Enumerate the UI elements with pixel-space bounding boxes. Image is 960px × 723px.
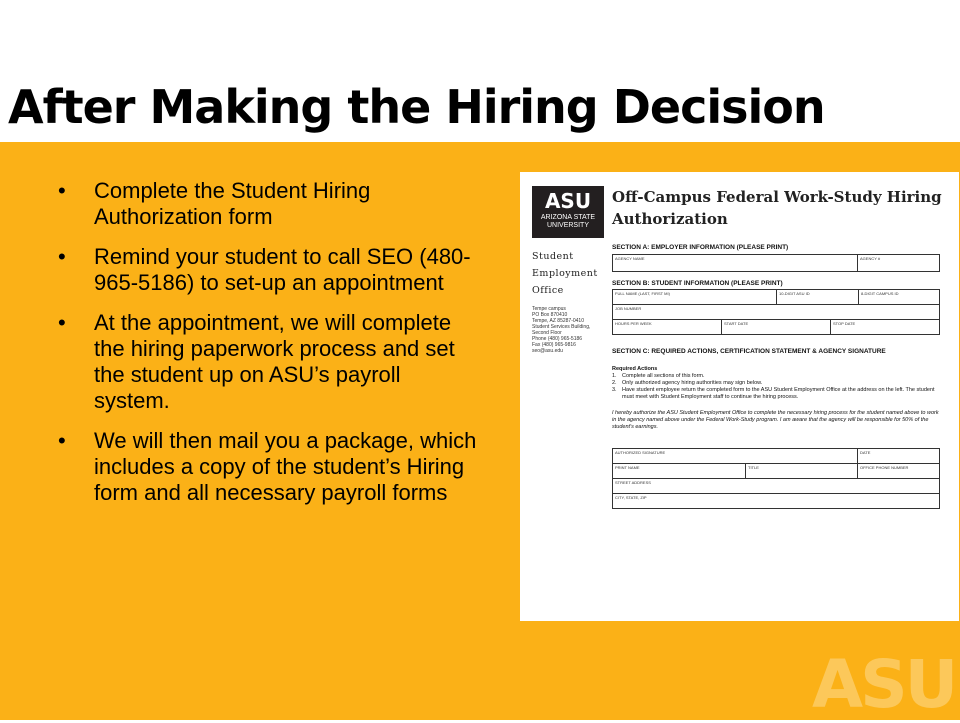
print-name-field: PRINT NAME bbox=[613, 464, 746, 478]
agency-name-field: AGENCY NAME bbox=[613, 255, 858, 271]
logo-name: ARIZONA STATE UNIVERSITY bbox=[540, 214, 596, 229]
certification-statement: I hereby authorize the ASU Student Employment Office to complete the necessary hiring process for the student named above to work in the agency named above under the Federal Work-Study program. I am aware that the agency will be responsible for 50% of the student's earnings. bbox=[612, 410, 939, 430]
section-b-row-1 bbox=[612, 289, 940, 305]
start-date-field: START DATE bbox=[722, 320, 831, 334]
signature-field: AUTHORIZED SIGNATURE bbox=[613, 449, 858, 463]
office-phone-field: OFFICE PHONE NUMBER bbox=[860, 465, 909, 470]
asu-logo bbox=[532, 186, 604, 238]
section-a-heading: SECTION A: EMPLOYER INFORMATION (PLEASE PRINT) bbox=[612, 244, 789, 251]
required-actions-title: Required Actions bbox=[612, 366, 658, 372]
city-row bbox=[612, 493, 940, 509]
street-address-field: STREET ADDRESS bbox=[615, 480, 651, 485]
required-item: 1. Complete all sections of this form. bbox=[612, 373, 705, 379]
section-a-row bbox=[612, 254, 940, 272]
job-number-field: JOB NUMBER bbox=[615, 306, 642, 311]
bullet-item: • We will then mail you a package, which includes a copy of the student’s Hiring form and all necessary payroll forms bbox=[58, 428, 478, 506]
agency-number-field: AGENCY # bbox=[860, 256, 881, 261]
required-item: 2. Only authorized agency hiring authorities may sign below. bbox=[612, 380, 763, 386]
bullet-item: • At the appointment, we will complete the hiring paperwork process and set the student up on ASU’s payroll system. bbox=[58, 310, 478, 414]
section-b-row-2 bbox=[612, 304, 940, 320]
required-actions bbox=[612, 366, 942, 401]
date-field: DATE bbox=[860, 450, 871, 455]
bullet-list bbox=[58, 178, 478, 520]
signature-row bbox=[612, 448, 940, 464]
bullet-item: • Complete the Student Hiring Authorization form bbox=[58, 178, 478, 230]
bullet-item: • Remind your student to call SEO (480-965-5186) to set-up an appointment bbox=[58, 244, 478, 296]
section-c-heading: SECTION C: REQUIRED ACTIONS, CERTIFICATION STATEMENT & AGENCY SIGNATURE bbox=[612, 348, 886, 355]
address-row bbox=[612, 478, 940, 494]
stop-date-field: STOP DATE bbox=[833, 321, 856, 326]
name-row bbox=[612, 463, 940, 479]
city-state-zip-field: CITY, STATE, ZIP bbox=[615, 495, 647, 500]
hiring-form-image bbox=[520, 172, 959, 621]
required-item: 3. Have student employee return the completed form to the ASU Student Employment Office at the address on the left. The student must meet with Student Employment staff to continue the hiring process. bbox=[612, 387, 935, 400]
title-field: TITLE bbox=[746, 464, 858, 478]
logo-mark: ASU bbox=[544, 189, 592, 213]
form-title: Off-Campus Federal Work-Study Hiring Authorization bbox=[612, 188, 942, 228]
campus-id-field: 8-DIGIT CAMPUS ID bbox=[861, 291, 899, 296]
slide-title: After Making the Hiring Decision bbox=[8, 80, 825, 134]
hours-per-week-field: HOURS PER WEEK bbox=[613, 320, 722, 334]
asu-id-field: 10-DIGIT ASU ID bbox=[777, 290, 859, 304]
section-b-heading: SECTION B: STUDENT INFORMATION (PLEASE PRINT) bbox=[612, 280, 783, 287]
office-name: Student Employment Office bbox=[532, 251, 598, 296]
office-info: Tempe campus PO Box 870410 Tempe, AZ 85287-0410 Student Services Building, Second Floor Phone (480) 965-5186 Fax (480) 965-9816 seo@asu.edu bbox=[532, 306, 591, 354]
asu-watermark-logo: ASU bbox=[812, 646, 956, 723]
full-name-field: FULL NAME (LAST, FIRST MI) bbox=[613, 290, 777, 304]
section-b-row-3 bbox=[612, 319, 940, 335]
